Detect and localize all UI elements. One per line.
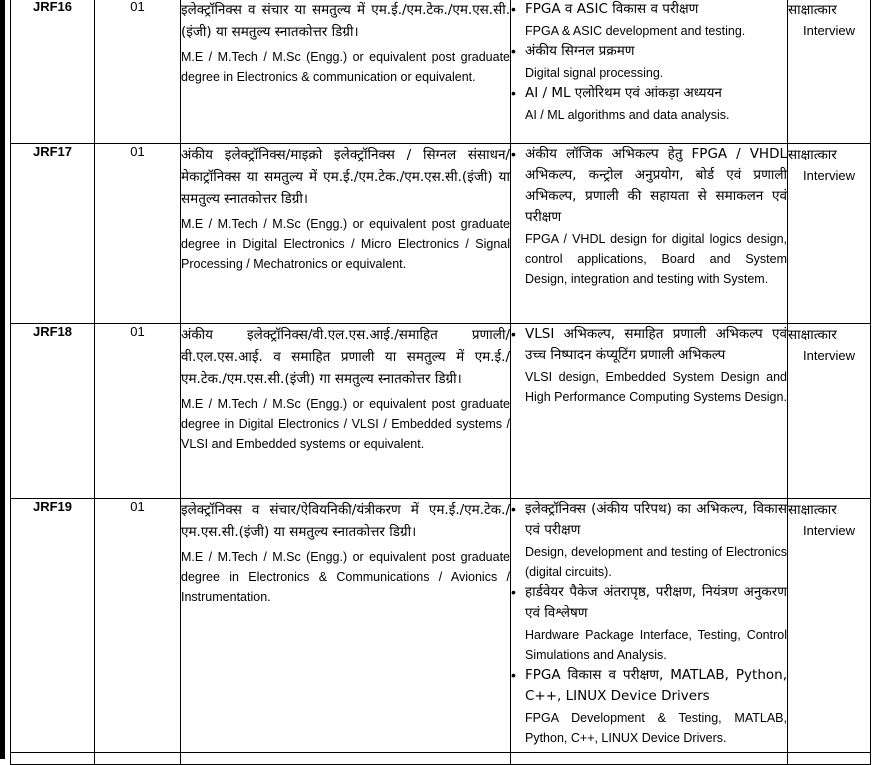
list-item — [511, 582, 787, 665]
experience-english: FPGA Development & Testing, MATLAB, Python, C++, LINUX Device Drivers. — [525, 711, 787, 745]
recruitment-table — [10, 0, 871, 765]
experience-english: Design, development and testing of Electronics (digital circuits). — [525, 545, 787, 579]
vacancy-count: 01 — [95, 0, 181, 144]
experience-english: Digital signal processing. — [525, 66, 664, 80]
vacancy-count: 01 — [95, 499, 181, 753]
experience-hindi: • हार्डवेयर पैकेज अंतरापृष्ठ, परीक्षण, नियंत्रण अनुकरण एवं विश्लेषण — [525, 584, 787, 621]
qualification-hindi: अंकीय इलेक्ट्रॉनिक्स/वी.एल.एस.आई./समाहित प्रणाली/ वी.एल.एस.आई. व समाहित प्रणाली या समतुल्य में एम.ई./एम.टेक./एम.एस.सी.(इंजी) गा समतुल्य स्नातकोत्तर डिग्री। — [181, 327, 510, 387]
qualification-hindi: इलेक्ट्रॉनिक्स व संचार या समतुल्य में एम.ई./एम.टेक./एम.एस.सी.(इंजी) या समतुल्य स्नातकोत्तर डिग्री। — [181, 2, 510, 40]
experience-english: Hardware Package Interface, Testing, Control Simulations and Analysis. — [525, 628, 787, 662]
experience-list — [511, 324, 787, 407]
experience-english: AI / ML algorithms and data analysis. — [525, 108, 730, 122]
experience-hindi: • अंकीय लॉजिक अभिकल्प हेतु FPGA / VHDL अभिकल्प, कन्ट्रोल अनुप्रयोग, बोर्ड एवं प्रणाली अभिकल्प, प्रणाली की सहायता से समाकलन एवं परीक्षण — [525, 146, 787, 225]
experience-cell — [511, 0, 788, 144]
experience-hindi: • FPGA व ASIC विकास व परीक्षण — [525, 1, 699, 17]
selection-mode-hindi: साक्षात्कार — [788, 502, 837, 518]
table-row — [11, 144, 871, 324]
experience-cell — [511, 324, 788, 499]
selection-mode-hindi: साक्षात्कार — [788, 2, 837, 18]
experience-list — [511, 144, 787, 289]
selection-mode-english: Interview — [802, 23, 856, 38]
selection-mode-hindi: साक्षात्कार — [788, 327, 837, 343]
qualification-cell — [181, 144, 511, 324]
selection-mode-english: Interview — [802, 348, 856, 363]
selection-mode-english: Interview — [802, 168, 856, 183]
experience-hindi: • VLSI अभिकल्प, समाहित प्रणाली अभिकल्प एवं उच्च निष्पादन कंप्यूटिंग प्रणाली अभिकल्प — [525, 326, 787, 363]
list-item — [511, 0, 787, 41]
page-left-border — [0, 0, 5, 759]
qualification-hindi: इलेक्ट्रॉनिक्स व संचार/ऐवियनिकी/यंत्रीकरण में एम.ई./एम.टेक./एम.एस.सी.(इंजी) या समतुल्य स्नातकोत्तर डिग्री। — [181, 502, 510, 540]
qualification-cell — [181, 324, 511, 499]
list-item — [511, 324, 787, 407]
list-item — [511, 41, 787, 83]
post-code: JRF16 — [11, 0, 95, 144]
qualification-hindi: अंकीय इलेक्ट्रॉनिक्स/माइक्रो इलेक्ट्रॉनिक्स / सिग्नल संसाधन/मेकाट्रॉनिक्स या समतुल्य में एम.ई./एम.टेक./एम.एस.सी.(इंजी) या समतुल्य स्नातकोत्तर डिग्री। — [181, 147, 510, 207]
qualification-cell — [181, 0, 511, 144]
experience-hindi: • FPGA विकास व परीक्षण, MATLAB, Python, C++, LINUX Device Drivers — [525, 667, 787, 704]
post-code: JRF19 — [11, 499, 95, 753]
vacancy-count: 01 — [95, 144, 181, 324]
list-item — [511, 83, 787, 125]
experience-hindi: • अंकीय सिग्नल प्रक्रमण — [525, 43, 635, 59]
qualification-english: M.E / M.Tech / M.Sc (Engg.) or equivalent post graduate degree in Electronics & communication or equivalent. — [181, 50, 510, 84]
selection-mode-cell — [788, 0, 871, 144]
list-item — [511, 665, 787, 748]
post-code: JRF17 — [11, 144, 95, 324]
table-row — [11, 499, 871, 753]
list-item — [511, 499, 787, 582]
experience-english: FPGA & ASIC development and testing. — [525, 24, 746, 38]
experience-list — [511, 0, 787, 125]
qualification-english: M.E / M.Tech / M.Sc (Engg.) or equivalent post graduate degree in Digital Electronics / VLSI / Embedded systems / VLSI and Embedded systems or equivalent. — [181, 397, 510, 451]
selection-mode-english: Interview — [802, 523, 856, 538]
list-item — [511, 144, 787, 289]
experience-english: FPGA / VHDL design for digital logics design, control applications, Board and System Design, integration and testing with System. — [525, 232, 787, 286]
experience-hindi: • AI / ML एलोरिथम एवं आंकड़ा अध्ययन — [525, 85, 722, 101]
experience-cell — [511, 499, 788, 753]
experience-list — [511, 499, 787, 748]
experience-hindi: • इलेक्ट्रॉनिक्स (अंकीय परिपथ) का अभिकल्प, विकास एवं परीक्षण — [525, 501, 787, 538]
qualification-english: M.E / M.Tech / M.Sc (Engg.) or equivalent post graduate degree in Digital Electronics / Micro Electronics / Signal Processing / Mechatronics or equivalent. — [181, 217, 510, 271]
table-row — [11, 324, 871, 499]
selection-mode-cell — [788, 499, 871, 753]
qualification-english: M.E / M.Tech / M.Sc (Engg.) or equivalent post graduate degree in Electronics & Communications / Avionics / Instrumentation. — [181, 550, 510, 604]
selection-mode-hindi: साक्षात्कार — [788, 147, 837, 163]
qualification-cell — [181, 499, 511, 753]
experience-cell — [511, 144, 788, 324]
vacancy-count: 01 — [95, 324, 181, 499]
post-code: JRF18 — [11, 324, 95, 499]
table-row — [11, 0, 871, 144]
selection-mode-cell — [788, 324, 871, 499]
experience-english: VLSI design, Embedded System Design and High Performance Computing Systems Design. — [525, 370, 787, 404]
selection-mode-cell — [788, 144, 871, 324]
